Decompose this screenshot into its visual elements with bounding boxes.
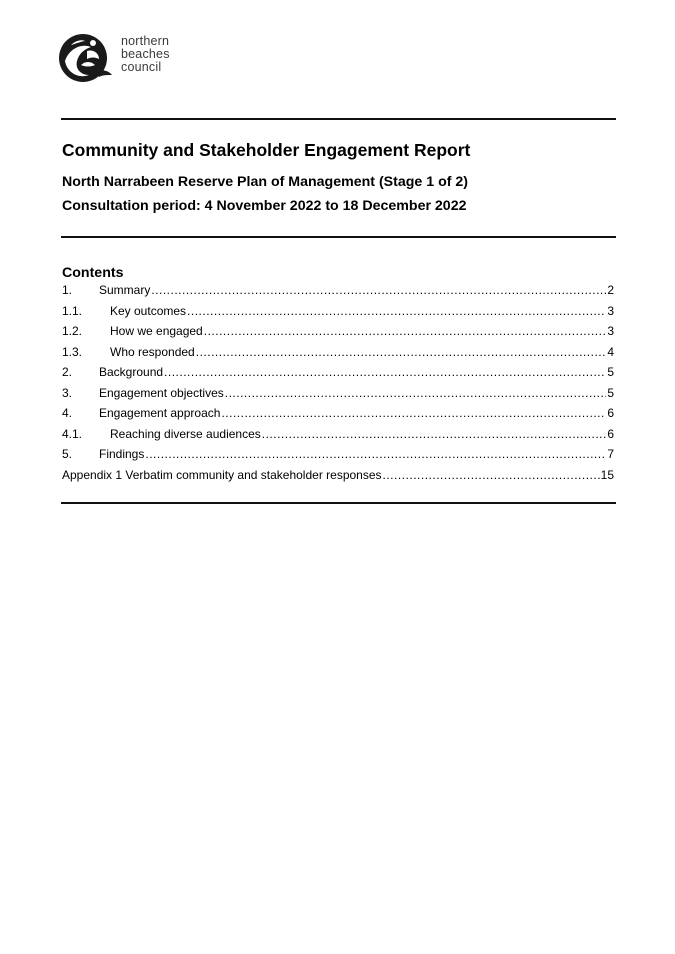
toc-entry-page: 7 — [607, 447, 614, 461]
toc-entry-label: Summary — [99, 283, 151, 297]
report-title: Community and Stakeholder Engagement Report — [62, 140, 471, 160]
council-logo — [57, 31, 187, 85]
table-of-contents — [62, 281, 614, 486]
toc-dot-leader — [204, 322, 607, 340]
report-subtitle: North Narrabeen Reserve Plan of Management (Stage 1 of 2) — [62, 174, 469, 190]
toc-dot-leader — [145, 445, 606, 463]
toc-entry-reaching-diverse-audiences[interactable] — [62, 425, 614, 446]
contents-heading: Contents — [62, 265, 124, 281]
toc-entry-summary[interactable] — [62, 281, 614, 302]
toc-dot-leader — [221, 404, 606, 422]
logo-line-1: northern — [121, 34, 170, 48]
toc-entry-number: 1.3. — [62, 344, 83, 359]
toc-entry-number: 5. — [62, 447, 73, 461]
council-logo-wordmark — [121, 35, 170, 74]
toc-entry-number: 1.1. — [62, 303, 83, 318]
bottom-divider — [61, 502, 616, 504]
toc-entry-page: 3 — [607, 303, 614, 318]
toc-dot-leader — [262, 425, 607, 443]
toc-entry-page: 4 — [607, 344, 614, 359]
toc-entry-page: 5 — [607, 365, 614, 379]
toc-entry-page: 15 — [600, 467, 614, 482]
toc-entry-findings[interactable] — [62, 445, 614, 466]
toc-entry-how-we-engaged[interactable] — [62, 322, 614, 343]
toc-dot-leader — [383, 466, 600, 484]
toc-entry-page: 6 — [607, 406, 614, 420]
toc-entry-label: Who responded — [110, 344, 195, 359]
toc-entry-label: How we engaged — [110, 324, 203, 338]
toc-entry-label: Engagement approach — [99, 406, 221, 420]
toc-entry-label: Key outcomes — [110, 303, 187, 318]
toc-entry-page: 5 — [607, 385, 614, 400]
toc-entry-label: Engagement objectives — [99, 385, 224, 400]
toc-entry-label: Background — [99, 365, 164, 379]
top-divider — [61, 118, 616, 120]
toc-dot-leader — [196, 343, 607, 361]
toc-entry-label: Reaching diverse audiences — [110, 426, 261, 441]
toc-entry-number: 3. — [62, 385, 73, 400]
toc-entry-engagement-approach[interactable] — [62, 404, 614, 425]
toc-entry-number: 1. — [62, 283, 73, 297]
toc-entry-who-responded[interactable] — [62, 343, 614, 364]
toc-entry-page: 3 — [607, 324, 614, 338]
toc-entry-number: 4. — [62, 406, 73, 420]
toc-entry-appendix-1[interactable] — [62, 466, 614, 487]
logo-line-2: beaches — [121, 47, 170, 61]
logo-line-3: council — [121, 60, 162, 74]
toc-entry-background[interactable] — [62, 363, 614, 384]
toc-dot-leader — [151, 281, 606, 299]
toc-entry-engagement-objectives[interactable] — [62, 384, 614, 405]
consultation-period: Consultation period: 4 November 2022 to 18 December 2022 — [62, 198, 467, 214]
toc-entry-number: 4.1. — [62, 426, 83, 441]
toc-entry-label: Appendix 1 Verbatim community and stakeholder responses — [62, 467, 382, 482]
toc-dot-leader — [164, 363, 606, 381]
council-logo-icon — [57, 31, 113, 85]
middle-divider — [61, 236, 616, 238]
toc-entry-number: 2. — [62, 365, 73, 379]
toc-dot-leader — [225, 384, 607, 402]
toc-entry-label: Findings — [99, 447, 145, 461]
toc-entry-page: 6 — [607, 426, 614, 441]
toc-entry-key-outcomes[interactable] — [62, 302, 614, 323]
toc-dot-leader — [187, 302, 606, 320]
toc-entry-page: 2 — [607, 283, 614, 297]
toc-entry-number: 1.2. — [62, 324, 83, 338]
